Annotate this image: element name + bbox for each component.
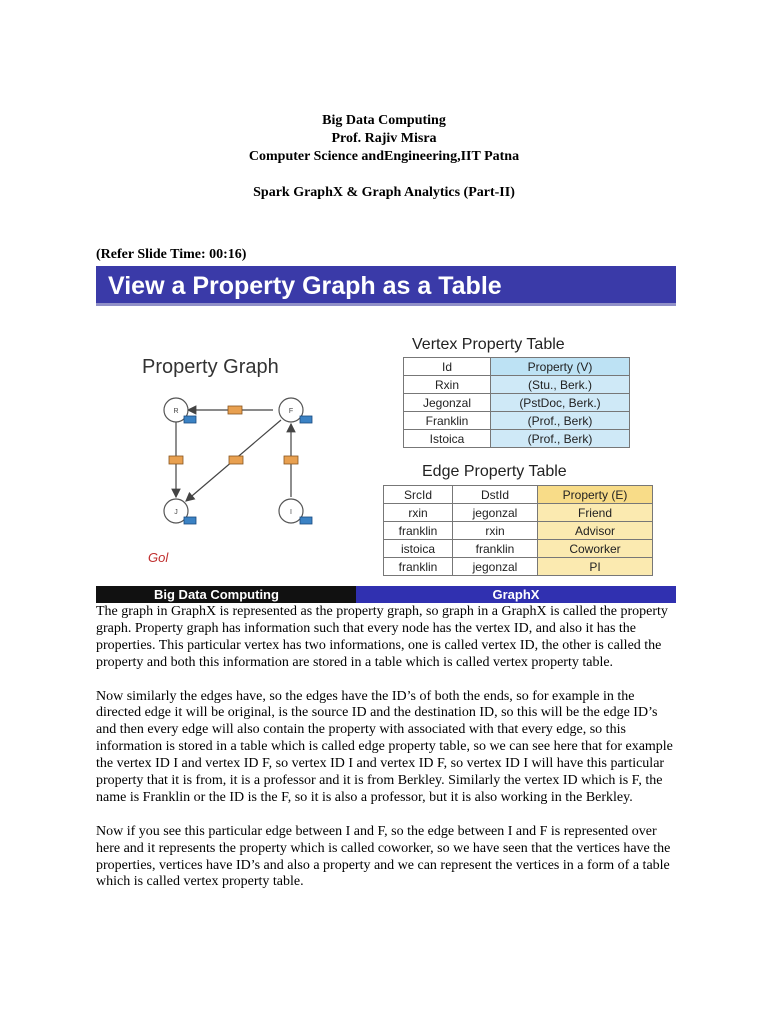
table-cell: Jegonzal — [404, 394, 491, 412]
table-row — [404, 412, 630, 430]
lecture-title: Spark GraphX & Graph Analytics (Part-II) — [253, 185, 515, 200]
vertex-label-f: F — [288, 408, 294, 415]
table-cell: Friend — [538, 504, 653, 522]
vertex-property-box — [184, 416, 196, 423]
edge-property-box — [169, 456, 183, 464]
property-graph-diagram — [146, 384, 346, 534]
table-cell: (Stu., Berk.) — [491, 376, 630, 394]
vertex-property-box — [300, 416, 312, 423]
table-cell: (Prof., Berk) — [491, 430, 630, 448]
table-cell: franklin — [453, 540, 538, 558]
footer-course-label: Big Data Computing — [96, 586, 356, 603]
vertex-label-r: R — [173, 408, 179, 415]
professor-name: Prof. Rajiv Misra — [331, 131, 437, 146]
handwritten-signature: Gol — [148, 550, 169, 565]
table-row — [404, 394, 630, 412]
edge-property-box — [229, 456, 243, 464]
table-cell: jegonzal — [453, 558, 538, 576]
refer-slide-time: (Refer Slide Time: 00:16) — [96, 247, 247, 262]
edge-property-table — [383, 485, 653, 576]
table-cell: rxin — [384, 504, 453, 522]
document-header — [0, 112, 768, 202]
vertex-label-j: J — [174, 509, 178, 516]
course-title: Big Data Computing — [322, 113, 446, 128]
property-graph-label: Property Graph — [142, 356, 279, 378]
table-cell: jegonzal — [453, 504, 538, 522]
table-row — [384, 522, 653, 540]
paragraph: Now if you see this particular edge between I and F, so the edge between I and F is represented over here and it represents the property which is called coworker, so we have seen that the vertices have the properties, vertices have ID’s and also a property and we can represent the vertices in a form of a table which is called vertex property table. — [96, 823, 671, 890]
paragraph: Now similarly the edges have, so the edges have the ID’s of both the ends, so for example in the directed edge it will be original, is the source ID and the destination ID, so this will be the edge ID’s and then every edge will also contain the property with associated with that every edge, so this information is stored in a table which is called edge property table, so we can see here that for example the vertex ID I and vertex ID F, so vertex ID I and vertex ID F, so vertex ID I will have this particular property that it is from, it is a professor and it is from Berkley. Similarly the vertex ID which is F, the name is Franklin or the ID is the F, so it is also a professor, but it is also working in the Berkley. — [96, 688, 673, 805]
vertex-property-box — [300, 517, 312, 524]
table-header-cell: Property (V) — [491, 358, 630, 376]
table-cell: franklin — [384, 558, 453, 576]
table-row — [384, 558, 653, 576]
table-header-row — [384, 486, 653, 504]
table-header-cell: Id — [404, 358, 491, 376]
table-cell: istoica — [384, 540, 453, 558]
table-header-cell: DstId — [453, 486, 538, 504]
table-cell: Advisor — [538, 522, 653, 540]
footer-topic-label: GraphX — [356, 586, 676, 603]
table-cell: Franklin — [404, 412, 491, 430]
table-cell: (Prof., Berk) — [491, 412, 630, 430]
slide-image — [96, 266, 676, 603]
table-row — [404, 430, 630, 448]
table-row — [404, 376, 630, 394]
paragraph: The graph in GraphX is represented as the property graph, so graph in a GraphX is called the property graph. Property graph has information such that every node has the vertex ID, and also it has the properties. This particular vertex has two informations, one is called vertex ID, the other is called the property and both this information are stored in a table which is called vertex property table. — [96, 604, 668, 670]
table-cell: rxin — [453, 522, 538, 540]
table-cell: PI — [538, 558, 653, 576]
vertex-property-box — [184, 517, 196, 524]
table-cell: franklin — [384, 522, 453, 540]
vertex-table-title: Vertex Property Table — [412, 336, 565, 353]
transcript-body — [96, 604, 676, 908]
table-row — [384, 504, 653, 522]
slide-title: View a Property Graph as a Table — [96, 266, 676, 306]
table-header-cell: SrcId — [384, 486, 453, 504]
vertex-property-table — [403, 357, 630, 448]
edge-property-box — [228, 406, 242, 414]
table-header-cell: Property (E) — [538, 486, 653, 504]
table-cell: Coworker — [538, 540, 653, 558]
edge-property-box — [284, 456, 298, 464]
table-row — [384, 540, 653, 558]
table-cell: Rxin — [404, 376, 491, 394]
table-cell: (PstDoc, Berk.) — [491, 394, 630, 412]
table-header-row — [404, 358, 630, 376]
edge-table-title: Edge Property Table — [422, 463, 567, 480]
table-cell: Istoica — [404, 430, 491, 448]
slide-footer — [96, 586, 676, 603]
vertex-label-i: I — [290, 509, 292, 516]
department: Computer Science andEngineering,IIT Patna — [248, 149, 520, 164]
